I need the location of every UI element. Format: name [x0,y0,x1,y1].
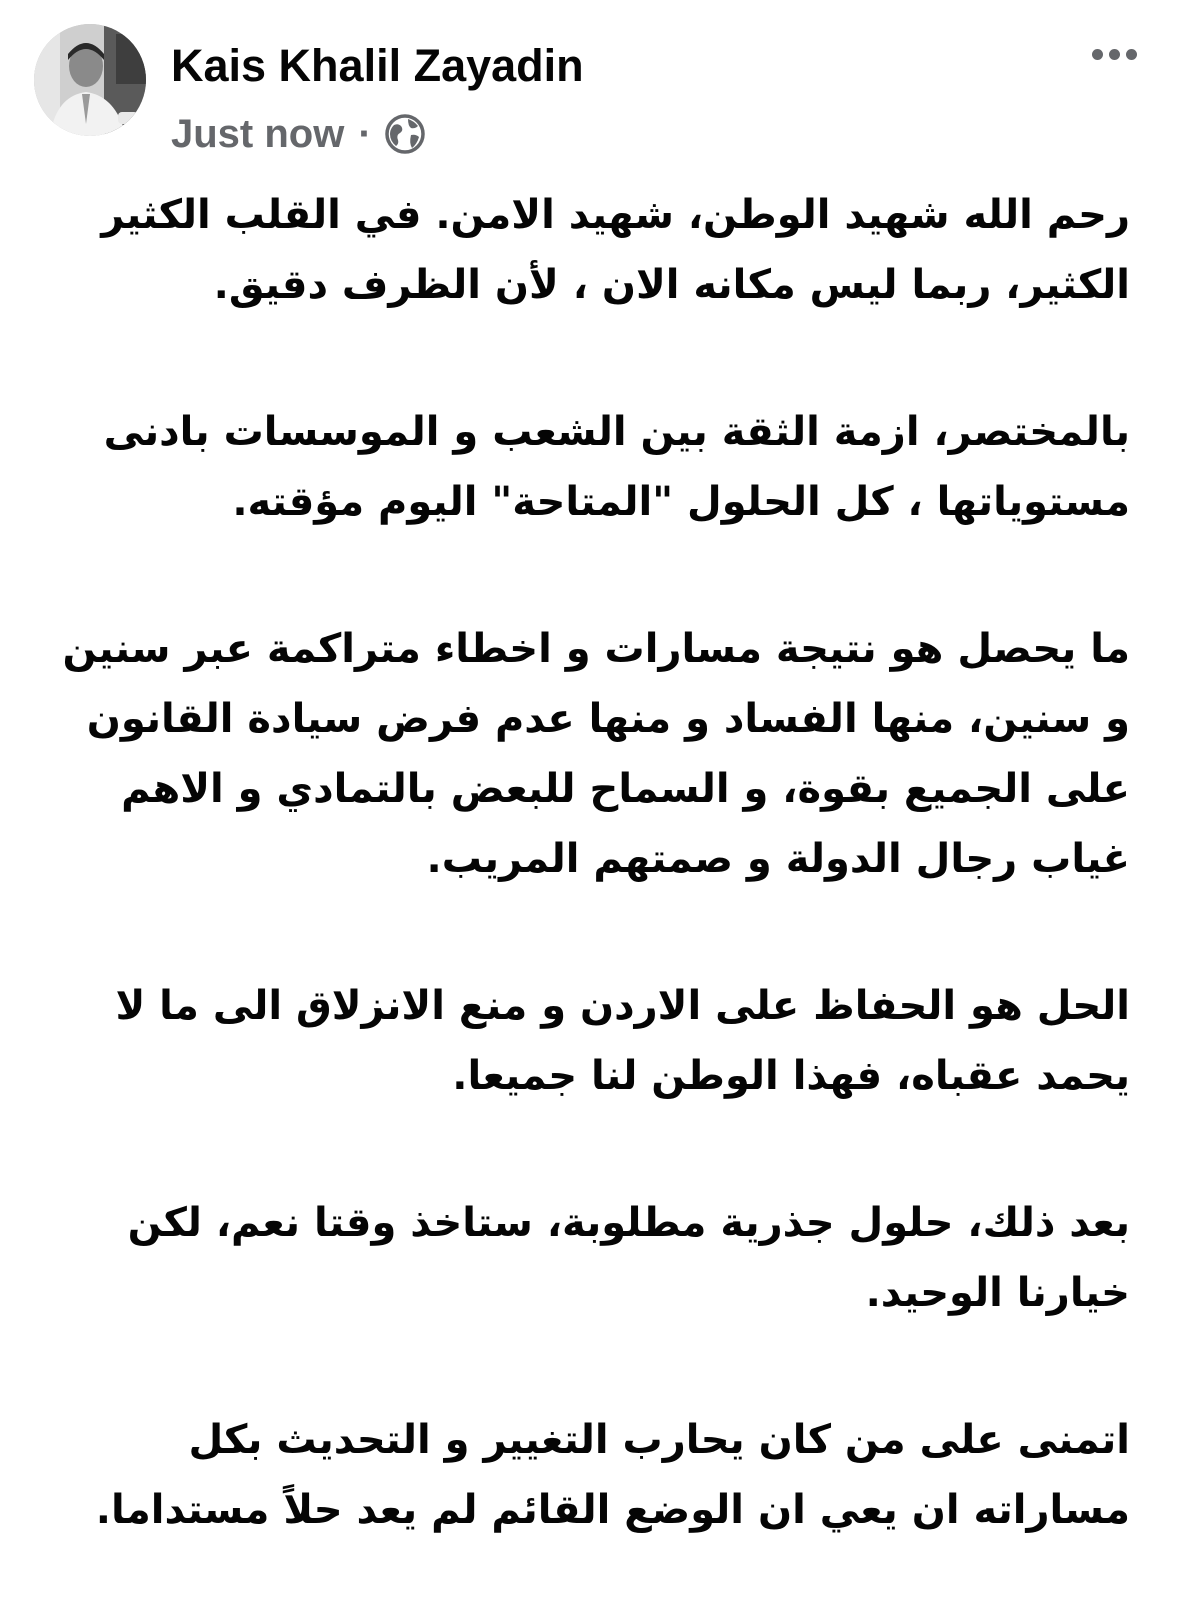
post-timestamp[interactable]: Just now [171,111,345,156]
meta-separator: · [358,111,372,156]
more-options-icon [1109,49,1120,60]
more-options-button[interactable] [1084,34,1144,74]
post-body [40,180,1130,1545]
post-paragraph: ما يحصل هو نتيجة مسارات و اخطاء متراكمة عبر سنين و سنين، منها الفساد و منها عدم فرض سيادة القانون على الجميع بقوة، و السماح للبعض بالتمادي و الاهم غياب رجال الدولة و صمتهم المريب. [62,626,1130,882]
avatar[interactable] [34,24,146,136]
globe-icon[interactable] [384,113,426,155]
avatar-photo-icon [34,24,146,136]
more-options-icon [1126,49,1137,60]
post-meta [171,108,426,160]
post-paragraph: بالمختصر، ازمة الثقة بين الشعب و الموسسات بادنى مستوياتها ، كل الحلول "المتاحة" اليوم مؤقته. [103,409,1130,525]
post-paragraph: رحم الله شهيد الوطن، شهيد الامن. في القلب الكثير الكثير، ربما ليس مكانه الان ، لأن الظرف دقيق. [101,192,1130,308]
more-options-icon [1092,49,1103,60]
author-name[interactable]: Kais Khalil Zayadin [171,40,584,91]
post-paragraph: الحل هو الحفاظ على الاردن و منع الانزلاق الى ما لا يحمد عقباه، فهذا الوطن لنا جميعا. [115,983,1130,1099]
post-header [34,24,1154,164]
post-paragraph: بعد ذلك، حلول جذرية مطلوبة، ستاخذ وقتا نعم، لكن خيارنا الوحيد. [127,1200,1130,1316]
post-paragraph: اتمنى على من كان يحارب التغيير و التحديث بكل مساراته ان يعي ان الوضع القائم لم يعد حلاً مستداما. [95,1417,1130,1533]
